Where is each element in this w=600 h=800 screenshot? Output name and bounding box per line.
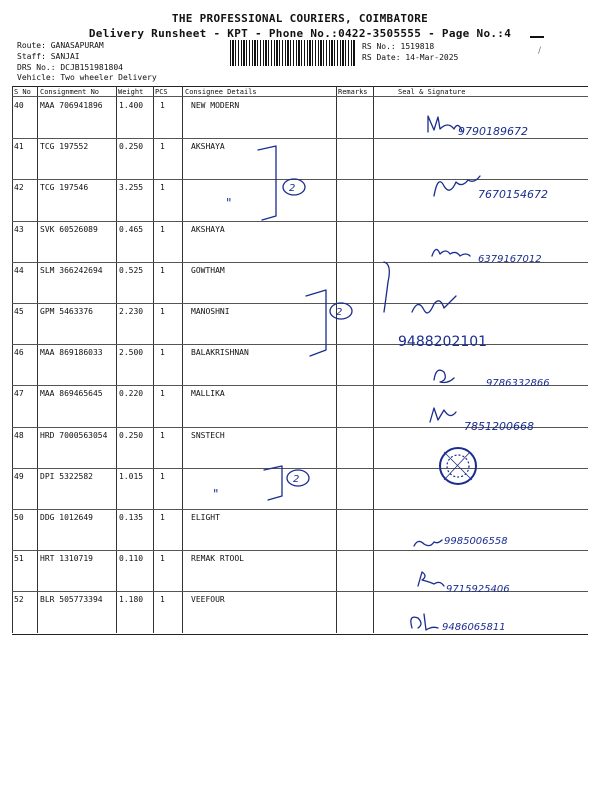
handwritten-phone: 9790189672 bbox=[458, 125, 528, 138]
seal-stamp-hatch bbox=[444, 452, 472, 480]
cell-pcs: 1 bbox=[160, 224, 165, 234]
col-header-weight: Weight bbox=[118, 88, 144, 96]
cell-pcs: 1 bbox=[160, 101, 165, 110]
handwritten-phone: 9486065811 bbox=[442, 622, 506, 633]
ditto-mark: " bbox=[226, 196, 232, 210]
cell-consignee: BALAKRISHNAN bbox=[191, 348, 249, 358]
cell-sno: 44 bbox=[14, 265, 24, 275]
cell-sno: 50 bbox=[14, 513, 24, 522]
col-header-pcs: PCS bbox=[155, 88, 168, 96]
cell-consignee: MALLIKA bbox=[191, 389, 225, 399]
bracket-mark bbox=[258, 146, 276, 220]
handwritten-phone: 9786332866 bbox=[486, 378, 550, 389]
col-header-signature: Seal & Signature bbox=[398, 88, 466, 96]
cell-consignment: MAA 869465645 bbox=[40, 389, 103, 399]
cell-consignee: VEEFOUR bbox=[191, 595, 225, 605]
bracket-mark bbox=[264, 466, 282, 500]
signature-scribble bbox=[428, 116, 462, 132]
cell-consignment: MAA 869186033 bbox=[40, 348, 103, 358]
circle-mark-label: 2 bbox=[336, 307, 343, 318]
runsheet-subtitle: Delivery Runsheet - KPT - Phone No.:0422-3505555 - Page No.:4 bbox=[88, 27, 512, 40]
cell-pcs: 1 bbox=[160, 183, 165, 193]
cell-sno: 51 bbox=[14, 554, 24, 564]
circle-mark-label: 2 bbox=[289, 183, 296, 194]
cell-consignee: AKSHAYA bbox=[191, 224, 225, 234]
cell-consignee: GOWTHAM bbox=[191, 265, 225, 275]
vehicle-label: Vehicle: Two wheeler Delivery bbox=[17, 73, 157, 82]
cell-weight: 0.220 bbox=[119, 389, 144, 399]
cell-pcs: 1 bbox=[160, 142, 165, 152]
tick-mark: / bbox=[538, 46, 542, 56]
cell-sno: 47 bbox=[14, 389, 24, 399]
staff-label: Staff: SANJAI bbox=[17, 52, 80, 61]
cell-consignment: DDG 1012649 bbox=[40, 513, 93, 522]
cell-pcs: 1 bbox=[160, 513, 165, 522]
rs-date: RS Date: 14-Mar-2025 bbox=[362, 53, 459, 62]
cell-pcs: 1 bbox=[160, 265, 165, 275]
cell-pcs: 1 bbox=[160, 595, 165, 605]
cell-sno: 40 bbox=[14, 101, 24, 110]
cell-pcs: 1 bbox=[160, 307, 165, 316]
cell-weight: 1.180 bbox=[119, 595, 144, 605]
signature-scribble bbox=[411, 614, 438, 630]
ditto-mark: " bbox=[213, 487, 219, 501]
cell-consignee: NEW MODERN bbox=[191, 101, 240, 110]
cell-sno: 52 bbox=[14, 595, 24, 605]
cell-consignment: HRT 1310719 bbox=[40, 554, 93, 564]
cell-weight: 0.110 bbox=[119, 554, 144, 564]
handwritten-phone: 7851200668 bbox=[464, 420, 534, 433]
cell-consignment: GPM 5463376 bbox=[40, 307, 93, 316]
cell-pcs: 1 bbox=[160, 348, 165, 358]
col-header-consignee: Consignee Details bbox=[185, 88, 257, 96]
handwritten-phone: 7670154672 bbox=[478, 188, 548, 201]
drs-number: DRS No.: DCJB151981804 bbox=[17, 63, 123, 72]
circle-mark-label: 2 bbox=[293, 474, 300, 485]
handwritten-phone: 6379167012 bbox=[478, 254, 542, 265]
cell-sno: 42 bbox=[14, 183, 24, 193]
cell-weight: 0.250 bbox=[119, 142, 144, 152]
cell-consignment: SVK 60526089 bbox=[40, 224, 98, 234]
cell-consignment: SLM 366242694 bbox=[40, 265, 103, 275]
rs-number: RS No.: 1519818 bbox=[362, 42, 435, 51]
cell-consignment: MAA 706941896 bbox=[40, 101, 103, 110]
cell-weight: 3.255 bbox=[119, 183, 144, 193]
col-header-remarks: Remarks bbox=[338, 88, 368, 96]
cell-sno: 48 bbox=[14, 430, 24, 440]
cell-sno: 49 bbox=[14, 471, 24, 481]
cell-consignee: REMAK RTOOL bbox=[191, 554, 244, 564]
cell-pcs: 1 bbox=[160, 554, 165, 564]
signature-scribble bbox=[414, 540, 442, 546]
cell-weight: 2.500 bbox=[119, 348, 144, 358]
cell-sno: 43 bbox=[14, 224, 24, 234]
cell-consignee: SNSTECH bbox=[191, 430, 225, 440]
cell-pcs: 1 bbox=[160, 471, 165, 481]
handwritten-phone: 9715925406 bbox=[446, 584, 510, 595]
cell-sno: 46 bbox=[14, 348, 24, 358]
cell-pcs: 1 bbox=[160, 430, 165, 440]
col-header-sno: S No bbox=[14, 88, 31, 96]
cell-sno: 41 bbox=[14, 142, 24, 152]
cell-weight: 0.525 bbox=[119, 265, 144, 275]
handwritten-phone: 9488202101 bbox=[398, 334, 488, 350]
route-label: Route: GANASAPURAM bbox=[17, 41, 104, 50]
cell-consignment: HRD 7000563054 bbox=[40, 430, 108, 440]
cell-consignment: BLR 505773394 bbox=[40, 595, 103, 605]
cell-consignment: TCG 197552 bbox=[40, 142, 89, 152]
cell-weight: 2.230 bbox=[119, 307, 144, 316]
signature-scribble bbox=[434, 176, 480, 196]
signature-scribble bbox=[434, 370, 454, 382]
cell-pcs: 1 bbox=[160, 389, 165, 399]
bracket-mark bbox=[306, 290, 326, 356]
col-header-consignment: Consignment No bbox=[40, 88, 100, 96]
handwritten-phone: 9985006558 bbox=[444, 536, 508, 547]
cell-consignment: TCG 197546 bbox=[40, 183, 89, 193]
cell-weight: 1.400 bbox=[119, 101, 144, 110]
signature-scribble bbox=[432, 249, 470, 256]
bracket-mark bbox=[384, 262, 389, 312]
signature-scribble bbox=[430, 408, 456, 422]
cell-weight: 0.465 bbox=[119, 224, 144, 234]
cell-weight: 0.135 bbox=[119, 513, 144, 522]
cell-consignee: AKSHAYA bbox=[191, 142, 225, 152]
cell-weight: 0.250 bbox=[119, 430, 144, 440]
cell-consignee: ELIGHT bbox=[191, 513, 220, 522]
cell-consignment: DPI 5322582 bbox=[40, 471, 93, 481]
signature-scribble bbox=[418, 572, 444, 586]
cell-sno: 45 bbox=[14, 307, 24, 316]
cell-weight: 1.015 bbox=[119, 471, 144, 481]
cell-consignee: MANOSHNI bbox=[191, 307, 230, 316]
company-title: THE PROFESSIONAL COURIERS, COIMBATORE bbox=[171, 12, 429, 25]
signature-scribble bbox=[412, 296, 456, 313]
